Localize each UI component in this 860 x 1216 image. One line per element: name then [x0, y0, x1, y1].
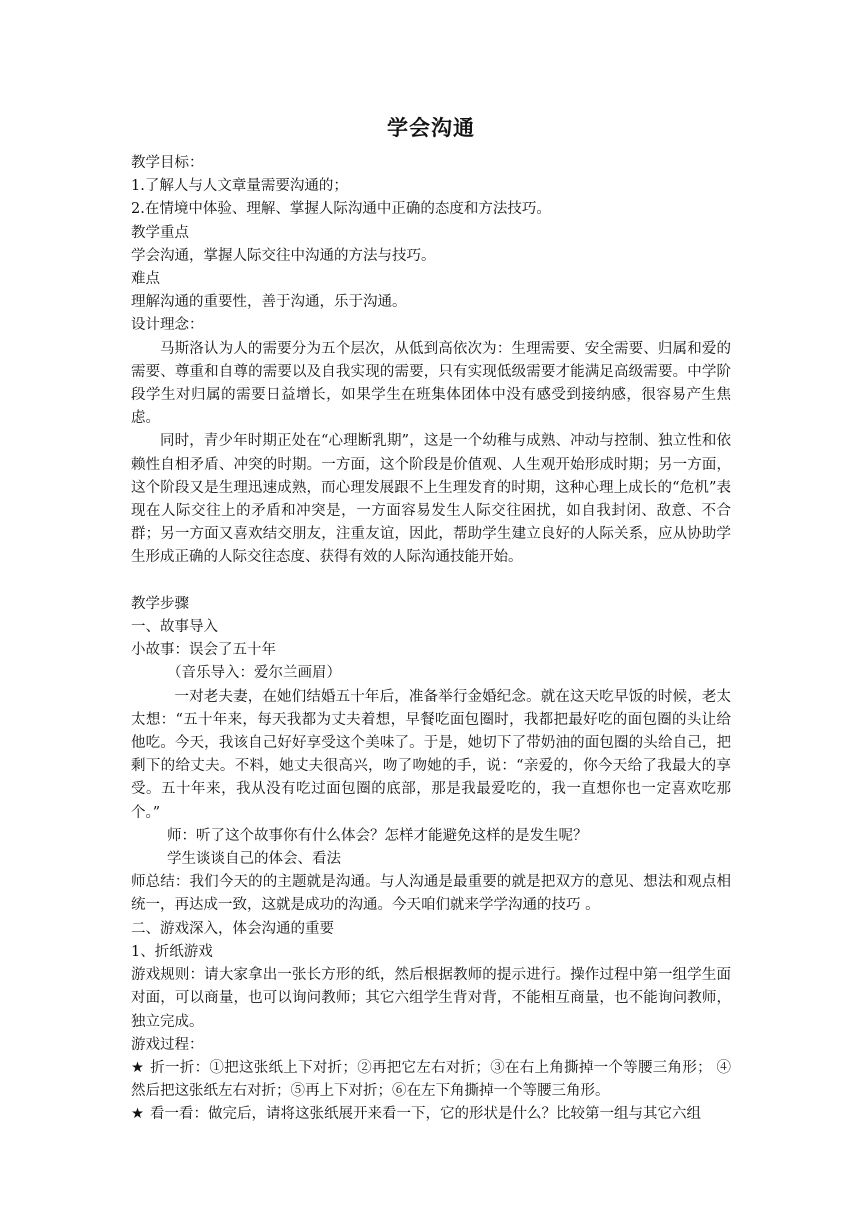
- story-paragraph: 一对老夫妻，在她们结婚五十年后，准备举行金婚纪念。就在这天吃早饭的时候，老太太想：“五十年来，每天我都为丈夫着想，早餐吃面包圈时，我都把最好吃的面包圈的头让给他吃。今天，我该自己好好享受这个美味了。于是，她切下了带奶油的面包圈的头给自己，把剩下的给丈夫。不料，她丈夫很高兴，吻了吻她的手，说：“亲爱的，你今天给了我最大的享受。五十年来，我从没有吃过面包圈的底部，那是我最爱吃的，我一直想你也一定喜欢吃那个。”: [131, 688, 731, 821]
- teacher-summary: 师总结：我们今天的的主题就是沟通。与人沟通是最重要的就是把双方的意见、想法和观点相统一，再达成一致，这就是成功的沟通。今天咱们就来学学沟通的技巧 。: [131, 874, 731, 914]
- goal-item-2: 2.在情境中体验、理解、掌握人际沟通中正确的态度和方法技巧。: [131, 201, 551, 218]
- key-points-text: 学会沟通，掌握人际交往中沟通的方法与技巧。: [131, 247, 436, 264]
- goal-item-1: 1.了解人与人文章量需要沟通的；: [131, 178, 348, 195]
- teaching-steps-heading: 教学步骤: [131, 595, 189, 612]
- music-note: （音乐导入：爱尔兰画眉）: [167, 665, 341, 682]
- difficulty-text: 理解沟通的重要性，善于沟通，乐于沟通。: [131, 294, 407, 311]
- design-concept-paragraph-1: 马斯洛认为人的需要分为五个层次，从低到高依次为：生理需要、安全需要、归属和爱的需要、尊重和自尊的需要以及自我实现的需要，只有实现低级需要才能满足高级需要。中学阶段学生对归属的需要日益增长，如果学生在班集体团体中没有感受到接纳感，很容易产生焦虑。: [131, 340, 731, 427]
- document-title: 学会沟通: [387, 115, 475, 140]
- section-heading-2: 二、游戏深入，体会沟通的重要: [131, 920, 334, 937]
- star-icon: ★: [131, 1059, 145, 1076]
- goals-heading: 教学目标：: [131, 155, 204, 171]
- fold-step-text: 折一折：①把这张纸上下对折；②再把它左右对折；③在右上角撕掉一个等腰三角形； ④然后把这张纸左右对折；⑤再上下对折；⑥在左下角撕掉一个等腰三角形。: [131, 1059, 731, 1100]
- look-step-text: 看一看：做完后，请将这张纸展开来看一下，它的形状是什么？比较第一组与其它六组: [150, 1106, 701, 1123]
- document-page: [131, 112, 731, 1127]
- design-concept-paragraph-2: 同时，青少年时期正处在“心理断乳期”，这是一个幼稚与成熟、冲动与控制、独立性和依赖性自相矛盾、冲突的时期。一方面，这个阶段是价值观、人生观开始形成时期；另一方面，这个阶段又是生理迅速成熟，而心理发展跟不上生理发育的时期，这种心理上成长的“危机”表现在人际交往上的矛盾和冲突是，一方面容易发生人际交往困扰，如自我封闭、敌意、不合群；另一方面又喜欢结交朋友，注重友谊，因此，帮助学生建立良好的人际关系，应从协助学生形成正确的人际交往态度、获得有效的人际沟通技能开始。: [131, 433, 731, 566]
- key-points-heading: 教学重点: [131, 224, 189, 241]
- star-icon: ★: [131, 1106, 144, 1123]
- teacher-question: 师：听了这个故事你有什么体会？怎样才能避免这样的是发生呢？: [167, 827, 588, 844]
- blank-line: [131, 570, 731, 593]
- look-step: [131, 1103, 731, 1126]
- game-process-heading: 游戏过程：: [131, 1036, 204, 1053]
- section-heading-1: 一、故事导入: [131, 619, 218, 636]
- story-title: 小故事：误会了五十年: [131, 642, 276, 659]
- game-title: 1、折纸游戏: [131, 943, 213, 960]
- difficulty-heading: 难点: [131, 271, 160, 288]
- game-rules: 游戏规则：请大家拿出一张长方形的纸，然后根据教师的提示进行。操作过程中第一组学生面对面，可以商量，也可以询问教师；其它六组学生背对背，不能相互商量，也不能询问教师，独立完成。: [131, 967, 731, 1030]
- student-discussion: 学生谈谈自己的体会、看法: [167, 851, 341, 868]
- fold-step: [131, 1057, 731, 1103]
- design-concept-heading: 设计理念：: [131, 317, 204, 334]
